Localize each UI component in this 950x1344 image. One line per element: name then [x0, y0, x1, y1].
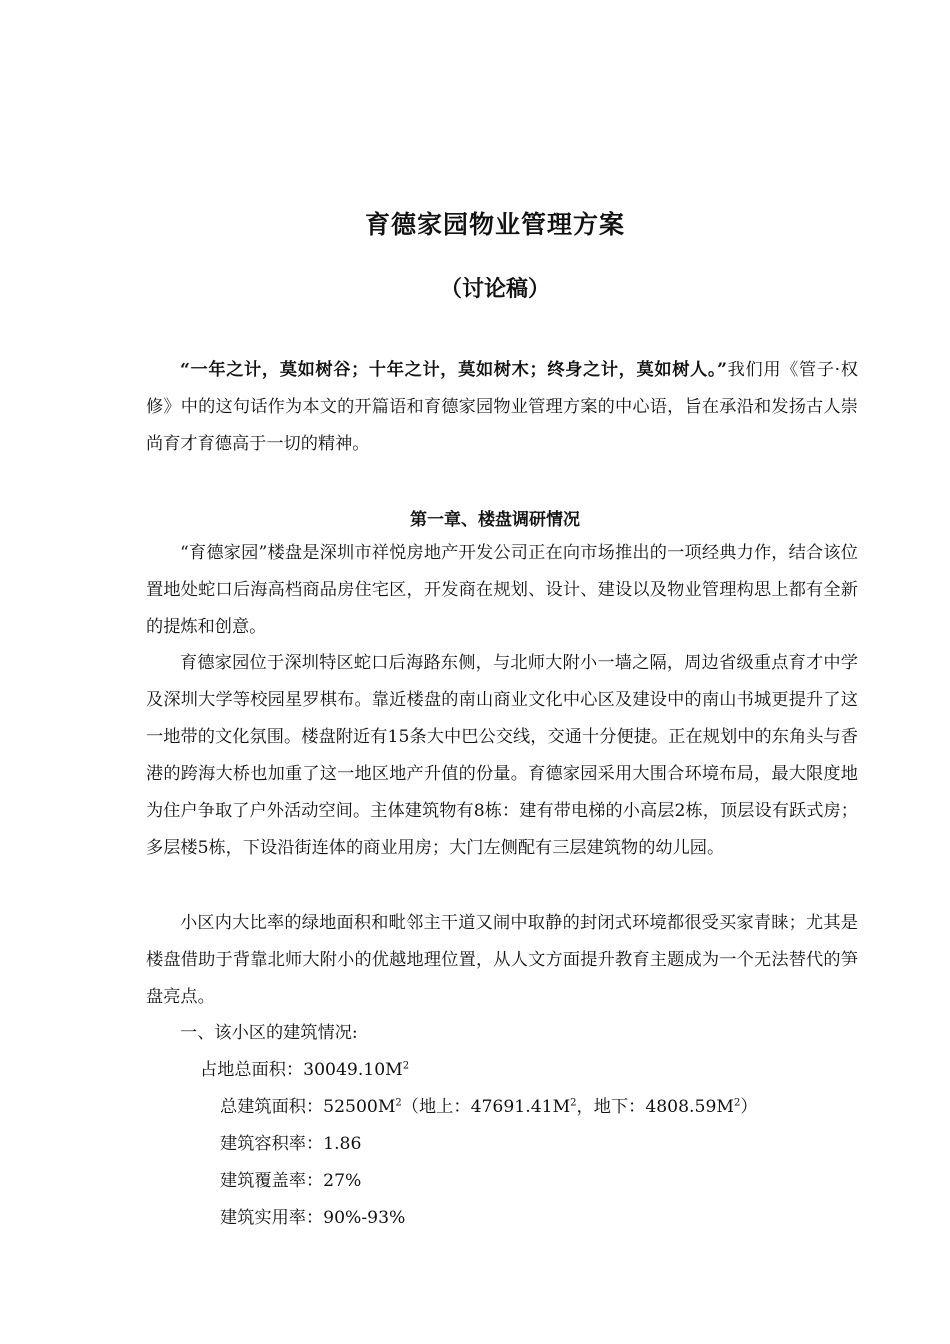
- stat-label: ，地下：: [576, 1097, 646, 1117]
- stat-value: 1.86: [323, 1134, 362, 1154]
- stat-usage-ratio: [220, 1200, 405, 1237]
- stat-coverage-ratio: [220, 1163, 361, 1200]
- stat-value: 30049.10M: [303, 1060, 403, 1080]
- chapter-paragraph-2: 育德家园位于深圳特区蛇口后海路东侧，与北师大附小一墙之隔，周边省级重点育才中学及深圳大学等校园星罗棋布。靠近楼盘的南山商业文化中心区及建设中的南山书城更提升了这一地带的文化氛围。楼盘附近有15条大中巴公交线，交通十分便捷。正在规划中的东角头与香港的跨海大桥也加重了这一地区地产升值的份量。育德家园采用大围合环境布局，最大限度地为住户争取了户外活动空间。主体建筑物有8栋：建有带电梯的小高层2栋，顶层设有跃式房；多层楼5栋，下设沿街连体的商业用房；大门左侧配有三层建筑物的幼儿园。: [146, 653, 858, 858]
- stat-label: （地上：: [401, 1097, 471, 1117]
- superscript: 2: [395, 1097, 402, 1109]
- document-subtitle: （讨论稿）: [439, 277, 550, 302]
- chapter-heading: 第一章、楼盘调研情况: [410, 510, 580, 530]
- chapter-paragraph-3: 小区内大比率的绿地面积和毗邻主干道又闹中取静的封闭式环境都很受买家青睐；尤其是楼盘借助于背靠北师大附小的优越地理位置，从人文方面提升教育主题成为一个无法替代的笋盘亮点。: [146, 913, 858, 1007]
- stat-label: 建筑实用率：: [220, 1208, 324, 1228]
- stat-value: 47691.41M: [470, 1097, 571, 1117]
- stat-label: 建筑容积率：: [220, 1134, 324, 1154]
- document-title: 育德家园物业管理方案: [364, 210, 625, 239]
- chapter-paragraph-1: “育德家园”楼盘是深圳市祥悦房地产开发公司正在向市场推出的一项经典力作，结合该位置地处蛇口后海高档商品房住宅区，开发商在规划、设计、建设以及物业管理构思上都有全新的提炼和创意。: [146, 543, 858, 637]
- intro-quote: “一年之计，莫如树谷；十年之计，莫如树木；终身之计，莫如树人。”: [180, 360, 727, 380]
- superscript: 2: [402, 1060, 410, 1072]
- stat-floor-area-ratio: [220, 1126, 361, 1163]
- stat-label: 建筑覆盖率：: [220, 1171, 324, 1191]
- section-title: 一、该小区的建筑情况:: [180, 1023, 358, 1043]
- stat-land-area: [200, 1052, 409, 1089]
- intro-text: 我们用《管子·权修》中的这句话作为本文的开篇语和育德家园物业管理方案的中心语，旨在承沿和发扬古人崇尚育才育德高于一切的精神。: [146, 360, 858, 454]
- stat-value: 90%-93%: [323, 1208, 406, 1228]
- superscript: 2: [570, 1097, 577, 1109]
- stat-value: 4808.59M: [645, 1097, 734, 1117]
- stat-total-area: [220, 1089, 758, 1126]
- intro-paragraph: [146, 352, 858, 463]
- stat-value: 27%: [323, 1171, 362, 1191]
- superscript: 2: [734, 1097, 741, 1109]
- stat-label: 总建筑面积：: [220, 1097, 324, 1117]
- stat-close: ）: [740, 1097, 758, 1117]
- stat-value: 52500M: [323, 1097, 396, 1117]
- stat-label: 占地总面积：: [200, 1060, 304, 1080]
